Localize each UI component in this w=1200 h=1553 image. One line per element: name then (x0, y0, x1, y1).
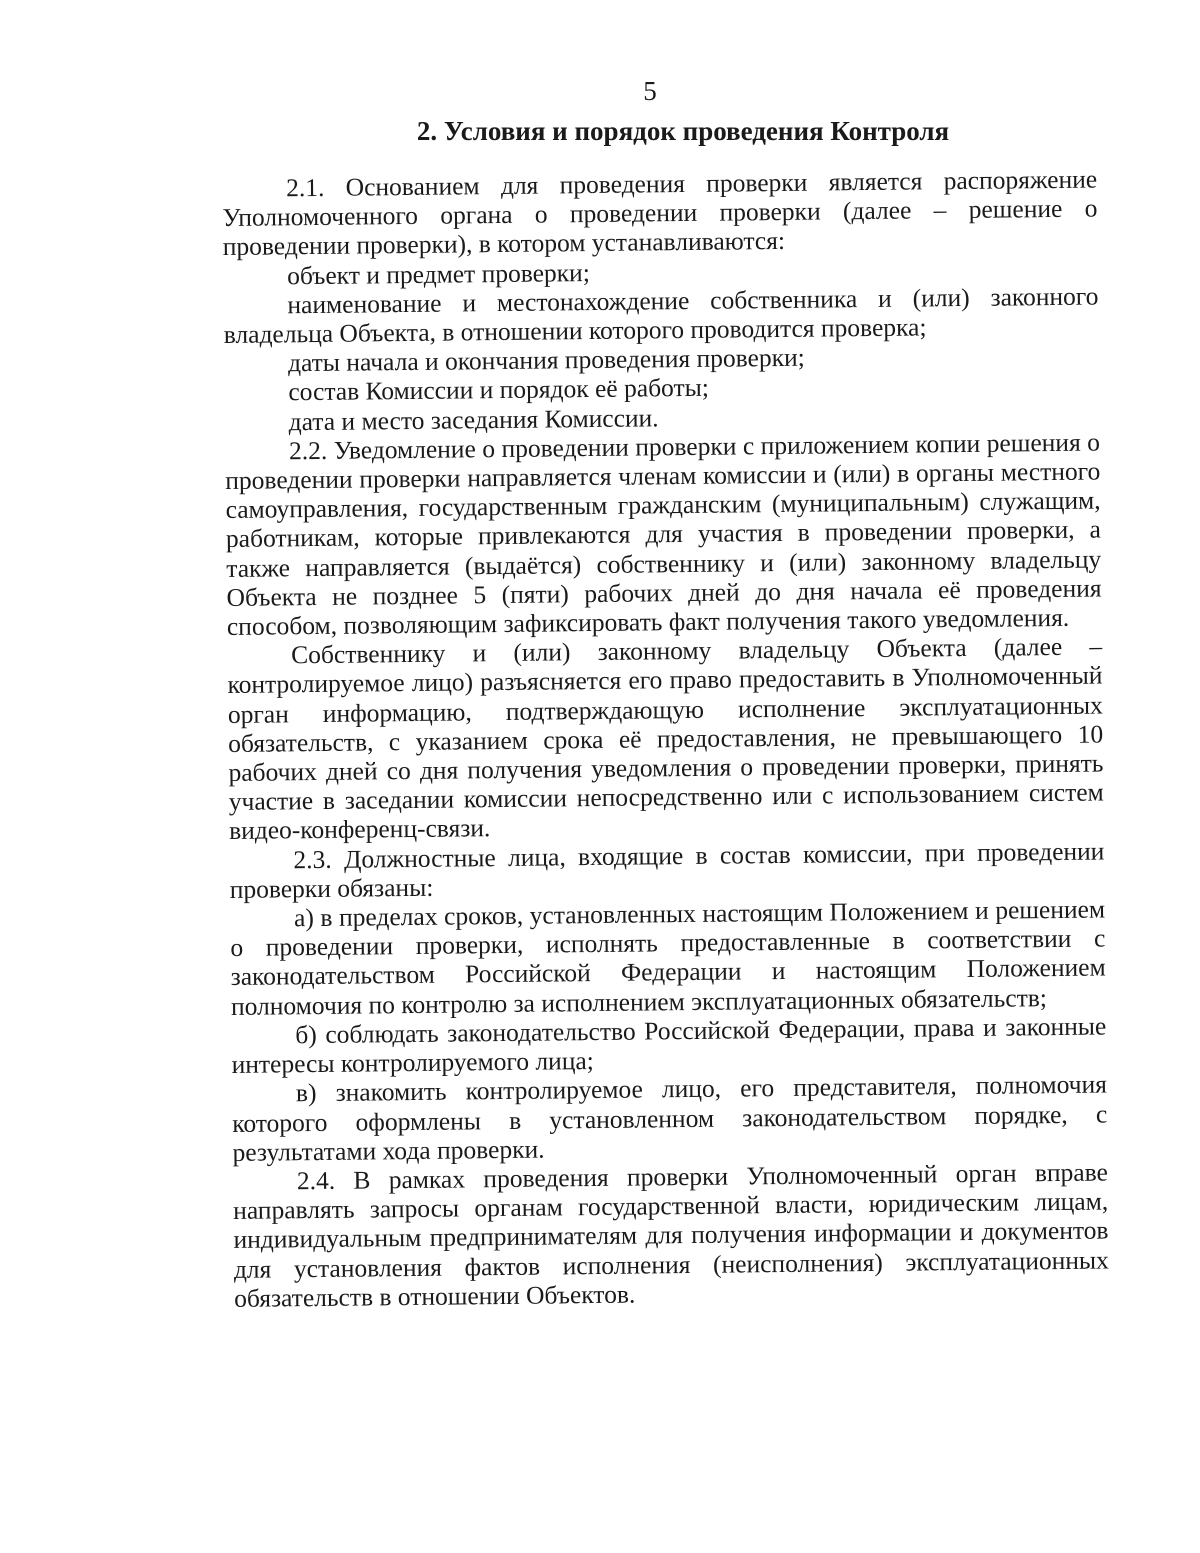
paragraph-2-3: 2.3. Должностные лица, входящие в состав комиссии, при проведении проверки обязаны: (229, 836, 1105, 904)
list-item: а) в пределах сроков, установленных настоящим Положением и решением о проведении проверки, исполнять предоставленные в соответствии с законодательством Российской Федерации и настоящим Положением полномочия по контролю за исполнением эксплуатационных обязательств; (230, 894, 1106, 1021)
section-title: 2. Условия и порядок проведения Контроля (416, 116, 950, 146)
paragraph-2-2-rights: Собственнику и (или) законному владельцу Объекта (далее – контролируемое лицо) разъясняется его право предоставить в Уполномоченный орган информацию, подтверждающую исполнение эксплуатационных обязательств, с указанием срока её предоставления, не превышающего 10 рабочих дней со дня получения уведомления о проведении проверки, принять участие в заседании комиссии непосредственно или с использованием систем видео-конференц-связи. (227, 631, 1104, 846)
paragraph-2-1: 2.1. Основанием для проведения проверки является распоряжение Уполномоченного органа о проведении проверки (далее – решение о проведении проверки), в котором устанавливаются: (222, 164, 1098, 262)
list-item: даты начала и окончания проведения проверки; (287, 342, 805, 378)
list-item: б) соблюдать законодательство Российской Федерации, права и законные интересы контролируемого лица; (231, 1011, 1107, 1080)
list-item: в) знакомить контролируемое лицо, его представителя, полномочия которого оформлены в установленном законодательством порядке, с результатами хода проверки. (232, 1069, 1108, 1167)
list-item: состав Комиссии и порядок её работы; (288, 373, 710, 407)
document-body (222, 165, 1109, 1313)
list-item: дата и место заседания Комиссии. (288, 402, 659, 436)
paragraph-2-2: 2.2. Уведомление о проведении проверки с приложением копии решения о проведении проверки направляется членам комиссии и (или) в органы местного самоуправления, государственным гражданским (муниципальным) служащим, работникам, которые привлекаются для участия в проведении проверки, а также направляется (выдаётся) собственнику и (или) законному владельцу Объекта не позднее 5 (пяти) рабочих дней до дня начала её проведения способом, позволяющим зафиксировать факт получения такого уведомления. (225, 427, 1102, 642)
list-item: наименование и местонахождение собственника и (или) законного владельца Объекта, в отношении которого проводится проверка; (223, 281, 1099, 350)
list-item: объект и предмет проверки; (286, 257, 590, 290)
paragraph-2-4: 2.4. В рамках проведения проверки Уполномоченный орган вправе направлять запросы органам государственной власти, юридическим лицам, индивидуальным предпринимателям для получения информации и документов для установления фактов исполнения (неисполнения) эксплуатационных обязательств в отношении Объектов. (233, 1157, 1109, 1313)
page-number: 5 (643, 76, 657, 106)
